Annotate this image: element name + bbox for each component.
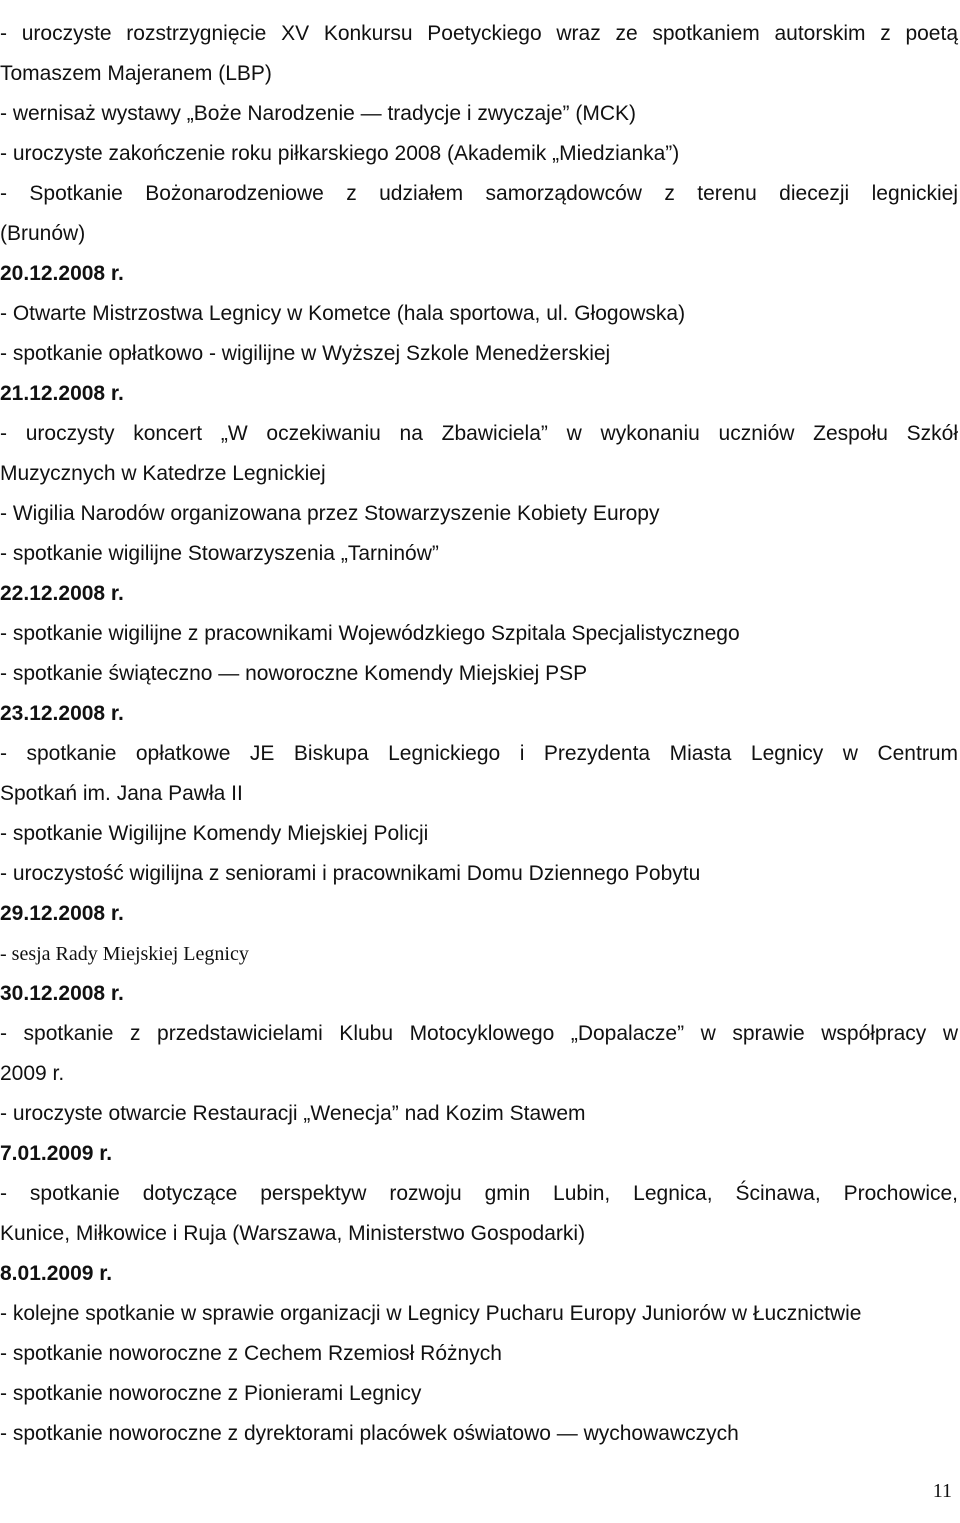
text-line: - Otwarte Mistrzostwa Legnicy w Kometce (hala sportowa, ul. Głogowska) xyxy=(0,302,686,325)
text-line: - spotkanie świąteczno — noworoczne Komendy Miejskiej PSP xyxy=(0,662,588,685)
date-heading: 8.01.2009 r. xyxy=(0,1262,113,1285)
date-heading: 21.12.2008 r. xyxy=(0,382,124,405)
text-line: - uroczysty koncert „W oczekiwaniu na Zbawiciela” w wykonaniu uczniów Zespołu Szkół xyxy=(0,422,958,445)
date-heading: 23.12.2008 r. xyxy=(0,702,124,725)
text-line: - uroczyste zakończenie roku piłkarskiego 2008 (Akademik „Miedzianka”) xyxy=(0,142,680,165)
date-heading: 20.12.2008 r. xyxy=(0,262,124,285)
text-line: - spotkanie noworoczne z Cechem Rzemiosł Różnych xyxy=(0,1342,502,1365)
date-heading: 7.01.2009 r. xyxy=(0,1142,113,1165)
text-line: - spotkanie opłatkowe JE Biskupa Legnickiego i Prezydenta Miasta Legnicy w Centrum xyxy=(0,742,958,765)
text-line: - spotkanie wigilijne Stowarzyszenia „Tarninów” xyxy=(0,542,439,565)
text-line: - spotkanie noworoczne z Pionierami Legnicy xyxy=(0,1382,422,1405)
text-line: - spotkanie wigilijne z pracownikami Wojewódzkiego Szpitala Specjalistycznego xyxy=(0,622,740,645)
text-line: - kolejne spotkanie w sprawie organizacji w Legnicy Pucharu Europy Juniorów w Łucznictwie xyxy=(0,1302,862,1325)
date-heading: 29.12.2008 r. xyxy=(0,902,124,925)
text-line: - spotkanie dotyczące perspektyw rozwoju gmin Lubin, Legnica, Ścinawa, Prochowice, xyxy=(0,1182,958,1205)
text-line: - spotkanie opłatkowo - wigilijne w Wyższej Szkole Menedżerskiej xyxy=(0,342,611,365)
text-line: - sesja Rady Miejskiej Legnicy xyxy=(0,943,249,965)
text-line: - spotkanie Wigilijne Komendy Miejskiej Policji xyxy=(0,822,429,845)
text-line: Tomaszem Majeranem (LBP) xyxy=(0,62,272,85)
text-line: Spotkań im. Jana Pawła II xyxy=(0,782,243,805)
text-line: - wernisaż wystawy „Boże Narodzenie — tradycje i zwyczaje” (MCK) xyxy=(0,102,636,125)
page-number: 11 xyxy=(932,1480,952,1502)
text-line: Kunice, Miłkowice i Ruja (Warszawa, Ministerstwo Gospodarki) xyxy=(0,1222,586,1245)
text-line: - Wigilia Narodów organizowana przez Stowarzyszenie Kobiety Europy xyxy=(0,502,660,525)
text-line: - spotkanie noworoczne z dyrektorami placówek oświatowo — wychowawczych xyxy=(0,1422,739,1445)
text-line: - uroczyste otwarcie Restauracji „Wenecja” nad Kozim Stawem xyxy=(0,1102,586,1125)
text-line: - uroczyste rozstrzygnięcie XV Konkursu Poetyckiego wraz ze spotkaniem autorskim z poetą xyxy=(0,22,958,45)
text-line: Muzycznych w Katedrze Legnickiej xyxy=(0,462,326,485)
text-line: 2009 r. xyxy=(0,1062,65,1085)
date-heading: 30.12.2008 r. xyxy=(0,982,124,1005)
text-line: - spotkanie z przedstawicielami Klubu Motocyklowego „Dopalacze” w sprawie współpracy w xyxy=(0,1022,958,1045)
text-line: (Brunów) xyxy=(0,222,86,245)
date-heading: 22.12.2008 r. xyxy=(0,582,124,605)
text-line: - uroczystość wigilijna z seniorami i pracownikami Domu Dziennego Pobytu xyxy=(0,862,701,885)
text-line: - Spotkanie Bożonarodzeniowe z udziałem samorządowców z terenu diecezji legnickiej xyxy=(0,182,958,205)
document-body xyxy=(0,14,958,1454)
